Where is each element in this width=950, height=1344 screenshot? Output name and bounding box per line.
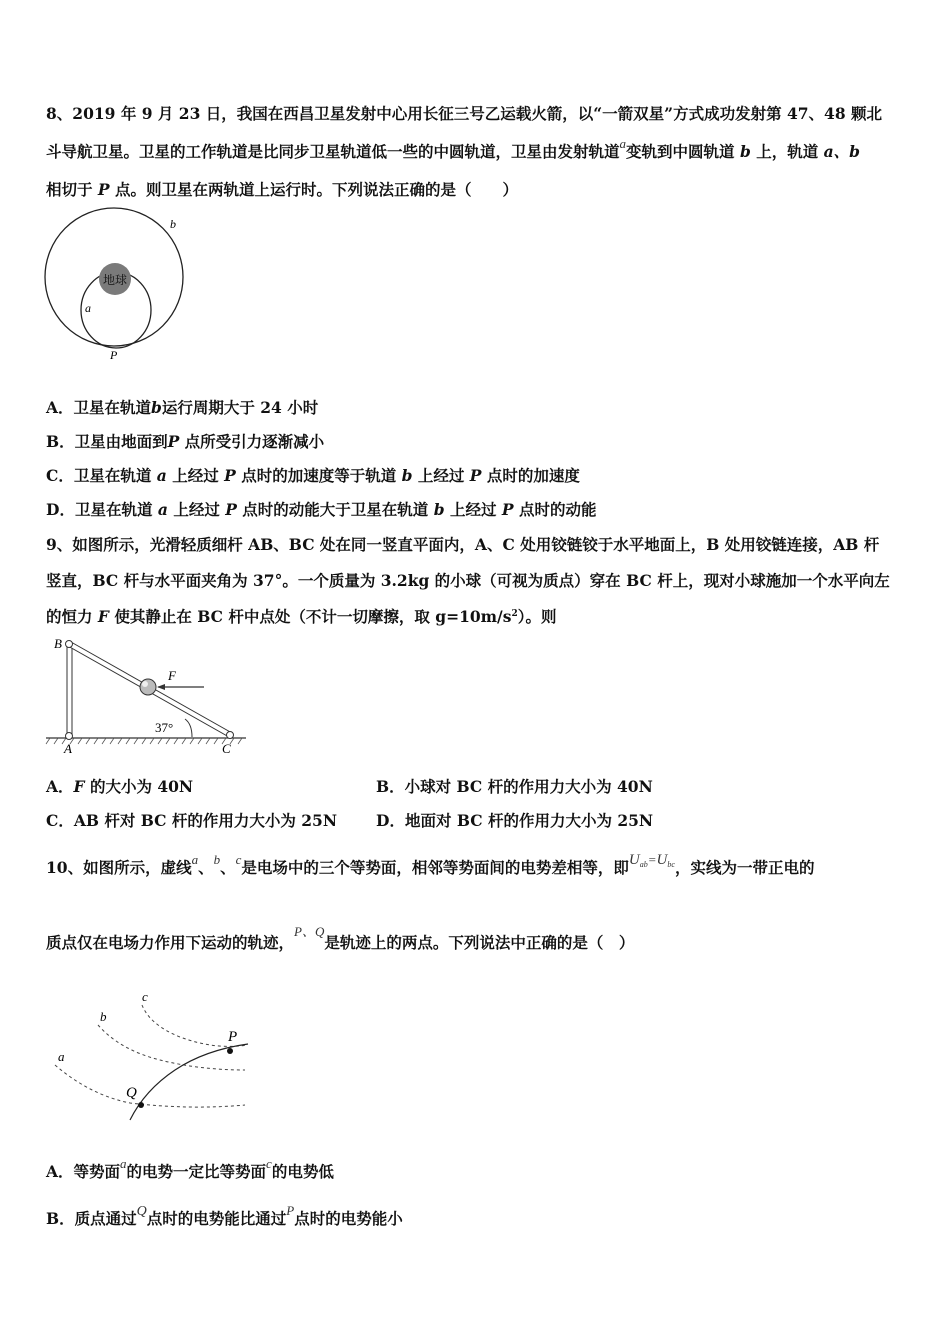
hinge-c xyxy=(227,732,234,739)
earth-label: 地球 xyxy=(102,273,128,287)
q9-option-d[interactable]: D．地面对 BC 杆的作用力大小为 25N xyxy=(376,811,654,830)
q8-option-c[interactable]: C．卫星在轨道 a 上经过 P 点时的加速度等于轨道 b 上经过 P 点时的加速度 xyxy=(46,466,580,485)
ball xyxy=(140,679,156,695)
equipotential-b xyxy=(98,1025,245,1070)
q8-orbit-diagram xyxy=(40,212,200,367)
q8-option-a[interactable]: A．卫星在轨道b运行周期大于 24 小时 xyxy=(46,398,319,417)
point-q xyxy=(138,1102,144,1108)
orbit-a-symbol: a xyxy=(619,136,627,151)
q9-stem-line-3: 的恒力 F 使其静止在 BC 杆中点处（不计一切摩擦，取 $g=10m/s^2$）。则 xyxy=(46,607,557,626)
hinge-a xyxy=(66,733,73,740)
label-q: Q xyxy=(126,1085,137,1101)
ground-hatch xyxy=(46,738,242,744)
label-c: c xyxy=(142,989,148,1004)
label-p: P xyxy=(228,1029,238,1045)
q10-stem-line-1: 10、如图所示，虚线$^a$、$^b$、$^c$是电场中的三个等势面，相邻等势面间的电势差相等，即$U^{ab=}U^{bc}$，实线为一带正电的 xyxy=(46,852,815,877)
q9-stem-line-2: 竖直，BC 杆与水平面夹角为 37°。一个质量为 3.2kg 的小球（可视为质点）穿在 BC 杆上，现对小球施加一个水平向左 xyxy=(46,571,890,590)
point-p xyxy=(227,1048,233,1054)
angle-arc xyxy=(185,719,192,737)
label-a: a xyxy=(58,1049,65,1064)
q10-option-b[interactable]: B．质点通过Q点时的电势能比通过$^P$点时的电势能小 xyxy=(46,1203,403,1228)
q9-option-c[interactable]: C．AB 杆对 BC 杆的作用力大小为 25N xyxy=(46,811,338,830)
hinge-b xyxy=(66,641,73,648)
q10-stem-line-2: 质点仅在电场力作用下运动的轨迹，$^{P、Q}$是轨迹上的两点。下列说法中正确的是（ ） xyxy=(46,924,635,952)
label-b: b xyxy=(100,1009,107,1024)
label-b: B xyxy=(54,636,62,651)
q9-option-a[interactable]: A．F 的大小为 40N xyxy=(46,777,194,796)
equipotential-a xyxy=(55,1065,245,1107)
q8-option-d[interactable]: D．卫星在轨道 a 上经过 P 点时的动能大于卫星在轨道 b 上经过 P 点时的动能 xyxy=(46,500,597,519)
q9-stem-line-1: 9、如图所示，光滑轻质细杆 AB、BC 处在同一竖直平面内，A、C 处用铰链铰于水平地面上，B 处用铰链连接，AB 杆 xyxy=(46,535,880,554)
label-c: C xyxy=(222,741,231,756)
q9-rod-diagram xyxy=(44,636,254,756)
rod-ab xyxy=(67,644,72,736)
orbit-a-label: a xyxy=(85,301,91,315)
orbit-b-label: b xyxy=(170,217,176,231)
q8-option-b[interactable]: B．卫星由地面到P 点所受引力逐渐减小 xyxy=(46,432,325,451)
q8-stem-line-1: 8、2019 年 9 月 23 日，我国在西昌卫星发射中心用长征三号乙运载火箭，以“一箭双星”方式成功发射第 47、48 颗北 xyxy=(46,104,883,123)
label-a: A xyxy=(64,741,72,756)
q10-field-diagram xyxy=(50,985,260,1115)
label-f: F xyxy=(168,668,176,683)
q9-option-b[interactable]: B．小球对 BC 杆的作用力大小为 40N xyxy=(376,777,653,796)
q8-stem-line-3: 相切于 P 点。则卫星在两轨道上运行时。下列说法正确的是（ ） xyxy=(46,180,518,199)
trajectory xyxy=(130,1044,248,1120)
label-angle: 37° xyxy=(155,720,174,735)
q8-stem-line-2: 斗导航卫星。卫星的工作轨道是比同步卫星轨道低一些的中圆轨道，卫星由发射轨道$^a$变轨到中圆轨道 b 上，轨道 a、b xyxy=(46,136,860,161)
point-p-label: P xyxy=(110,348,118,362)
q10-option-a[interactable]: A．等势面$^a$的电势一定比等势面$^c$的电势低 xyxy=(46,1156,334,1181)
